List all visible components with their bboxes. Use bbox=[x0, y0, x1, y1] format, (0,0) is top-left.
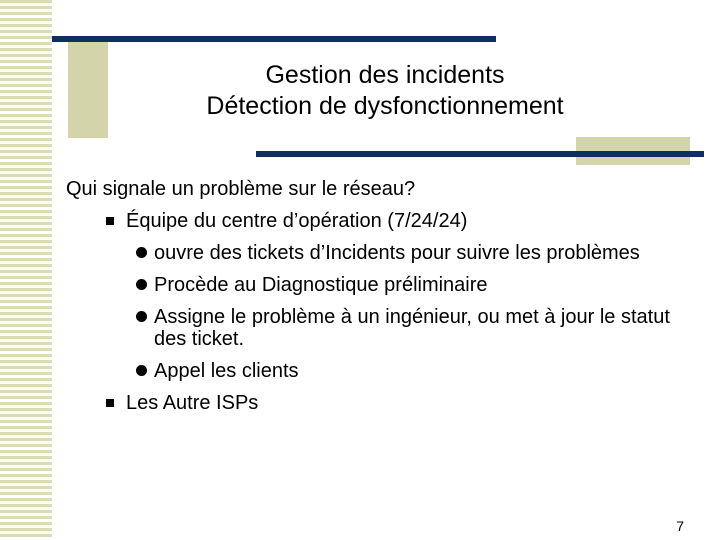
title-line-1: Gestion des incidents bbox=[265, 61, 505, 89]
sub-bullet-item bbox=[66, 242, 706, 264]
bullet-text: Les Autre ISPs bbox=[126, 392, 259, 414]
bullet-item bbox=[66, 210, 706, 232]
square-bullet-icon bbox=[106, 399, 114, 407]
round-bullet-icon bbox=[136, 365, 147, 376]
sub-bullet-item bbox=[66, 306, 706, 350]
round-bullet-icon bbox=[136, 311, 147, 322]
decorative-bar-top bbox=[52, 36, 496, 42]
sub-bullet-text: Procède au Diagnostique préliminaire bbox=[154, 274, 488, 296]
page-number: 7 bbox=[676, 518, 684, 534]
bullet-text: Équipe du centre d’opération (7/24/24) bbox=[126, 210, 468, 232]
bullet-item bbox=[66, 392, 706, 414]
round-bullet-icon bbox=[136, 247, 147, 258]
sub-bullet-text: ouvre des tickets d’Incidents pour suivre les problèmes bbox=[154, 242, 640, 264]
body-heading: Qui signale un problème sur le réseau? bbox=[66, 178, 416, 200]
decorative-block-top bbox=[68, 40, 108, 138]
slide-body bbox=[66, 178, 706, 424]
sub-bullet-text: Assigne le problème à un ingénieur, ou met à jour le statut des ticket. bbox=[154, 306, 670, 350]
title-line-2: Détection de dysfonctionnement bbox=[206, 92, 564, 120]
sub-bullet-item bbox=[66, 360, 706, 382]
sub-bullet-text: Appel les clients bbox=[154, 360, 299, 382]
round-bullet-icon bbox=[136, 279, 147, 290]
slide-title bbox=[110, 60, 660, 122]
decorative-bar-bottom bbox=[256, 151, 704, 157]
square-bullet-icon bbox=[106, 217, 114, 225]
decorative-stripe bbox=[0, 0, 52, 540]
sub-bullet-item bbox=[66, 274, 706, 296]
